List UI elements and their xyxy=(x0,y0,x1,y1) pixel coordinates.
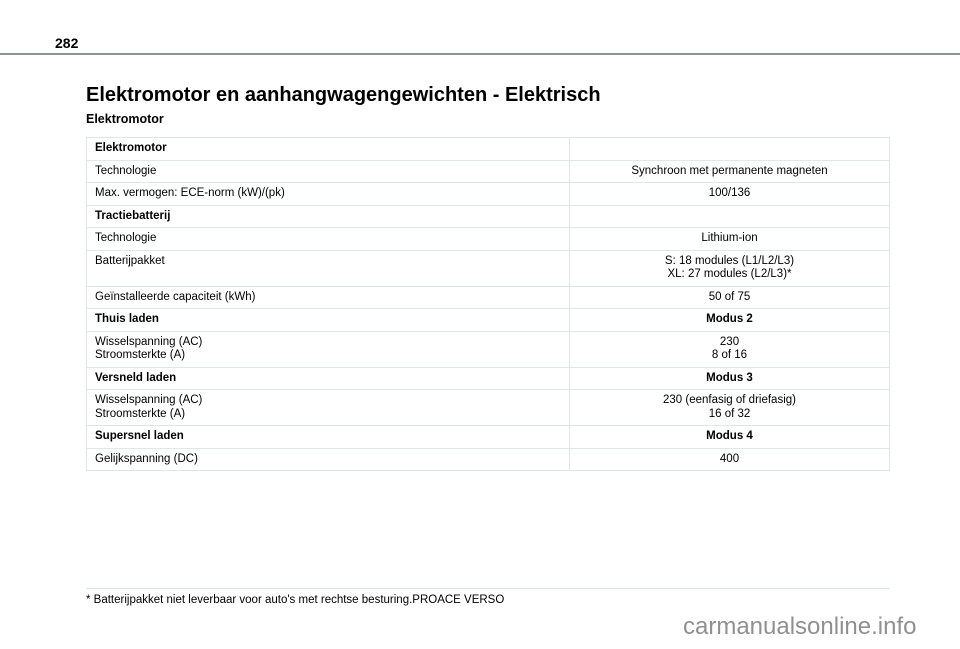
cell-label: Tractiebatterij xyxy=(87,205,570,228)
spec-table xyxy=(86,137,890,471)
cell-value: Lithium-ion xyxy=(570,228,890,251)
cell-label: Thuis laden xyxy=(87,309,570,332)
cell-value: 230 (eenfasig of driefasig) 16 of 32 xyxy=(570,390,890,426)
table-row xyxy=(87,160,890,183)
table-row xyxy=(87,228,890,251)
table-row xyxy=(87,138,890,161)
page-number: 282 xyxy=(55,35,79,51)
footer-divider xyxy=(86,588,890,589)
cell-value: 50 of 75 xyxy=(570,286,890,309)
table-row xyxy=(87,390,890,426)
cell-label: Geïnstalleerde capaciteit (kWh) xyxy=(87,286,570,309)
table-row xyxy=(87,426,890,449)
cell-label: Wisselspanning (AC) Stroomsterkte (A) xyxy=(87,390,570,426)
cell-label: Wisselspanning (AC) Stroomsterkte (A) xyxy=(87,331,570,367)
cell-label: Technologie xyxy=(87,160,570,183)
cell-value: Modus 4 xyxy=(570,426,890,449)
page-title: Elektromotor en aanhangwagengewichten - Elektrisch xyxy=(86,84,601,106)
cell-label: Technologie xyxy=(87,228,570,251)
cell-label: Max. vermogen: ECE-norm (kW)/(pk) xyxy=(87,183,570,206)
table-row xyxy=(87,183,890,206)
watermark: carmanualsonline.info xyxy=(683,613,917,640)
cell-label: Batterijpakket xyxy=(87,250,570,286)
footnote: * Batterijpakket niet leverbaar voor auto's met rechtse besturing.PROACE VERSO xyxy=(86,594,505,606)
table-row xyxy=(87,250,890,286)
cell-value: 230 8 of 16 xyxy=(570,331,890,367)
cell-value: Modus 3 xyxy=(570,367,890,390)
cell-label: Gelijkspanning (DC) xyxy=(87,448,570,471)
table-row xyxy=(87,331,890,367)
cell-value: 100/136 xyxy=(570,183,890,206)
cell-value: 400 xyxy=(570,448,890,471)
cell-label: Versneld laden xyxy=(87,367,570,390)
table-row xyxy=(87,309,890,332)
cell-label: Supersnel laden xyxy=(87,426,570,449)
cell-value xyxy=(570,205,890,228)
header-divider xyxy=(0,53,960,55)
cell-label: Elektromotor xyxy=(87,138,570,161)
cell-value: S: 18 modules (L1/L2/L3) XL: 27 modules (L2/L3)* xyxy=(570,250,890,286)
table-row xyxy=(87,448,890,471)
table-row xyxy=(87,286,890,309)
section-subtitle: Elektromotor xyxy=(86,112,164,126)
table-row xyxy=(87,367,890,390)
cell-value: Synchroon met permanente magneten xyxy=(570,160,890,183)
table-row xyxy=(87,205,890,228)
cell-value xyxy=(570,138,890,161)
cell-value: Modus 2 xyxy=(570,309,890,332)
